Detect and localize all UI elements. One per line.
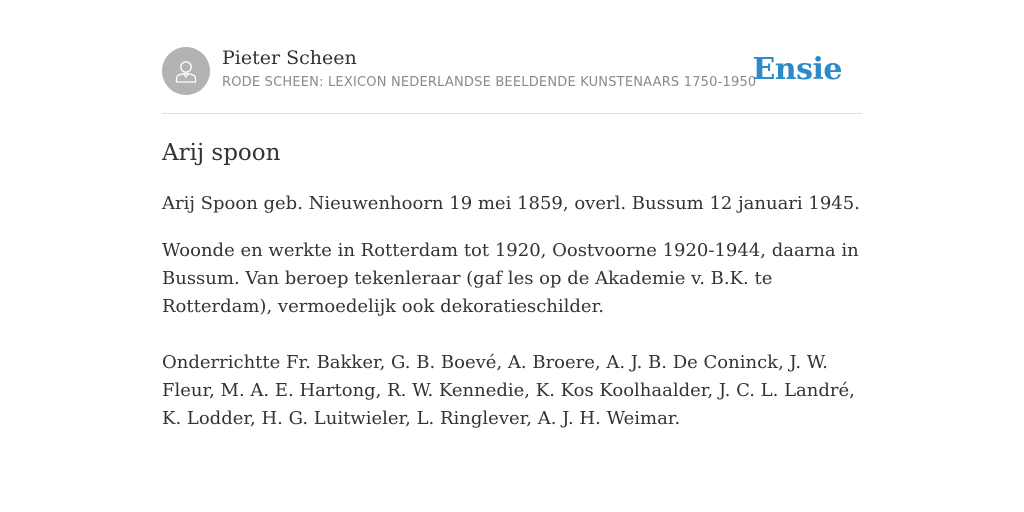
source-lexicon[interactable]: RODE SCHEEN: LEXICON NEDERLANDSE BEELDENDE KUNSTENAARS 1750-1950 [222,75,757,90]
paragraph-career: Woonde en werkte in Rotterdam tot 1920, Oostvoorne 1920-1944, daarna in Bussum. Van beroep tekenleraar (gaf les op de Akademie v. B.K. te Rotterdam), vermoedelijk ook dekoratieschilder. [162,240,859,317]
paragraph-students: Onderrichtte Fr. Bakker, G. B. Boevé, A. Broere, A. J. B. De Coninck, J. W. Fleur, M. A. E. Hartong, R. W. Kennedie, K. Kos Koolhaalder, J. C. L. Landré, K. Lodder, H. G. Luitwieler, L. Ringlever, A. J. H. Weimar. [162,352,855,429]
entry-header [162,46,862,96]
divider [162,113,862,114]
ensie-logo[interactable]: Ensie [752,52,842,87]
article-body [162,190,864,452]
page-title: Arij spoon [162,140,281,166]
paragraph-birth: Arij Spoon geb. Nieuwenhoorn 19 mei 1859, overl. Bussum 12 januari 1945. [162,193,860,214]
avatar[interactable] [162,47,210,95]
author-name[interactable]: Pieter Scheen [222,47,357,69]
user-icon [172,57,200,85]
